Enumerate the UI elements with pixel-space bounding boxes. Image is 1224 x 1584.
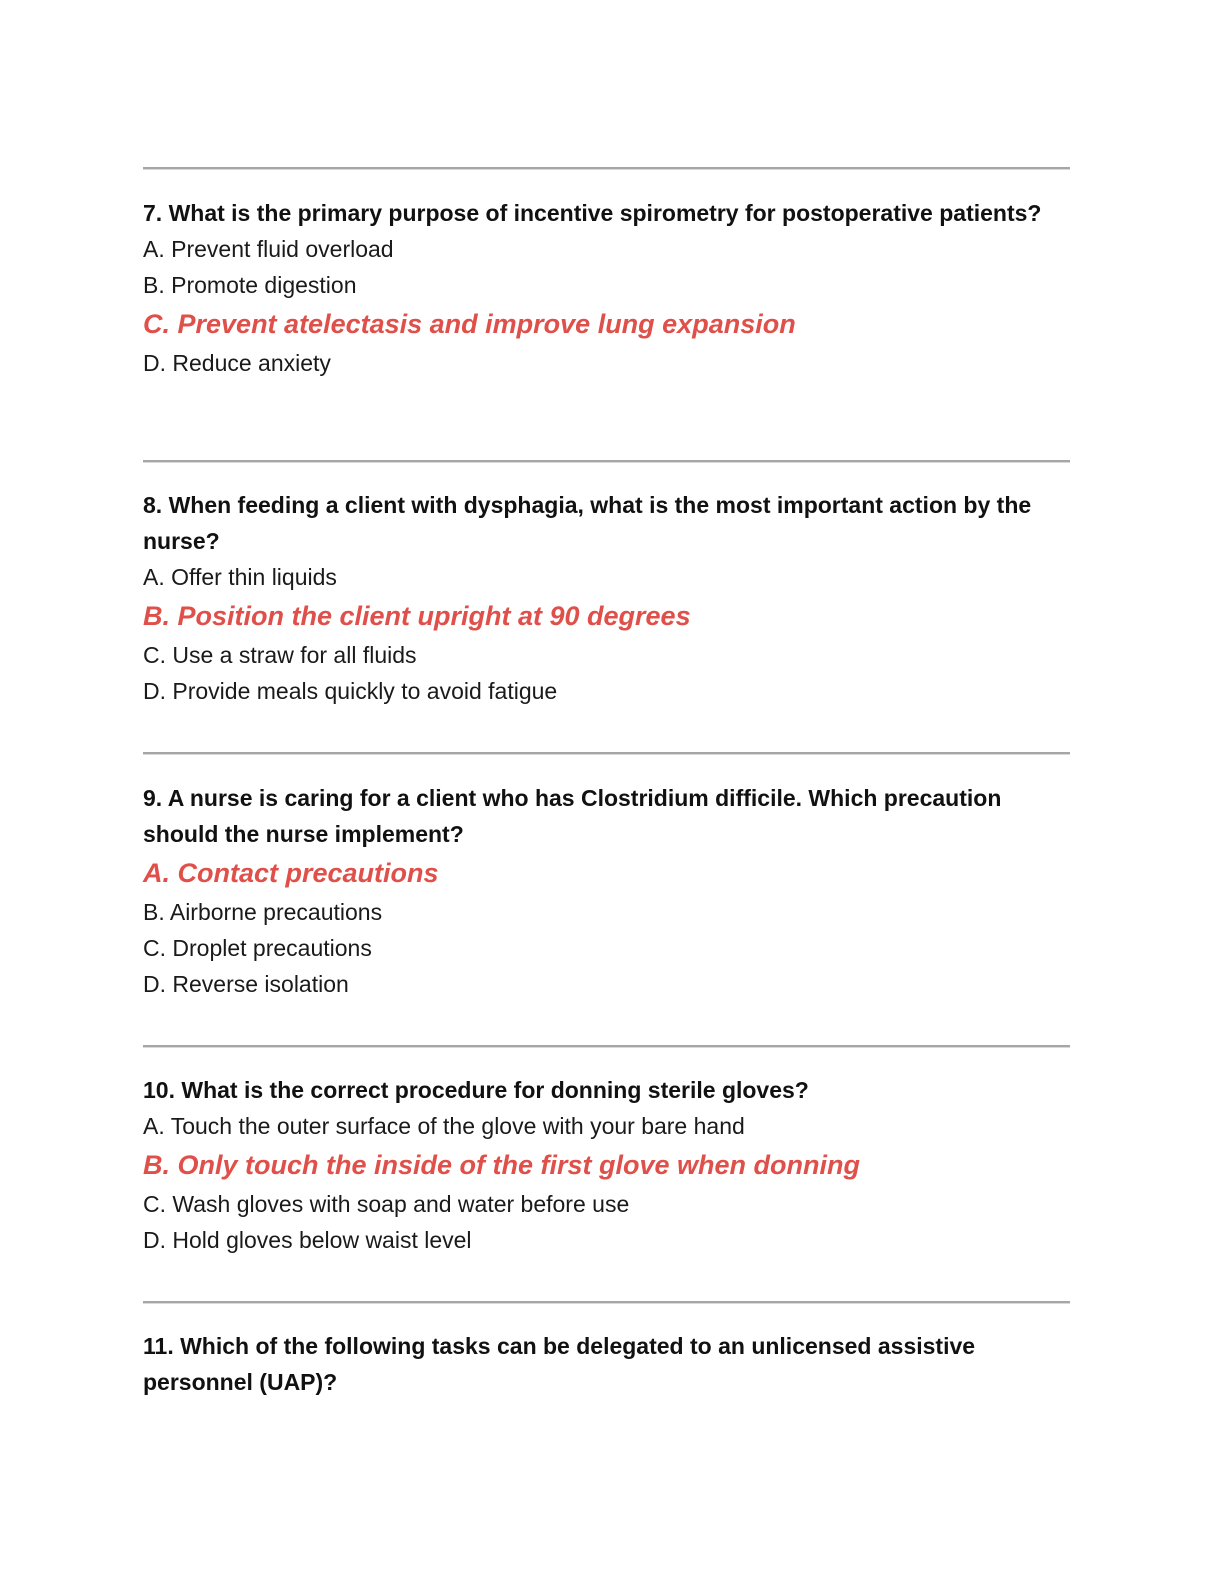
answer-option-d: D. Reduce anxiety bbox=[143, 350, 331, 376]
section-divider bbox=[143, 1301, 1070, 1303]
question-block-8 bbox=[143, 487, 1063, 709]
answer-option-d: D. Provide meals quickly to avoid fatigue bbox=[143, 678, 558, 704]
answer-option-c: C. Droplet precautions bbox=[143, 935, 372, 961]
question-text: 8. When feeding a client with dysphagia, what is the most important action by the nurse? bbox=[143, 492, 1032, 554]
correct-answer-option-b: B. Only touch the inside of the first glove when donning bbox=[143, 1150, 861, 1180]
answer-option-b: B. Airborne precautions bbox=[143, 899, 383, 925]
question-block-7 bbox=[143, 195, 1063, 381]
section-divider bbox=[143, 1045, 1070, 1047]
question-block-10 bbox=[143, 1072, 1063, 1258]
answer-option-a: A. Prevent fluid overload bbox=[143, 236, 394, 262]
correct-answer-option-a: A. Contact precautions bbox=[143, 858, 439, 888]
section-divider bbox=[143, 167, 1070, 169]
answer-option-d: D. Reverse isolation bbox=[143, 971, 349, 997]
answer-option-c: C. Wash gloves with soap and water before use bbox=[143, 1191, 630, 1217]
section-divider bbox=[143, 752, 1070, 754]
answer-option-a: A. Touch the outer surface of the glove with your bare hand bbox=[143, 1113, 745, 1139]
section-divider bbox=[143, 460, 1070, 462]
answer-option-b: B. Promote digestion bbox=[143, 272, 357, 298]
question-block-9 bbox=[143, 780, 1063, 1002]
answer-option-c: C. Use a straw for all fluids bbox=[143, 642, 417, 668]
question-text: 11. Which of the following tasks can be delegated to an unlicensed assistive personnel (UAP)? bbox=[143, 1333, 976, 1395]
question-text: 7. What is the primary purpose of incentive spirometry for postoperative patients? bbox=[143, 200, 1042, 226]
question-block-11 bbox=[143, 1328, 1063, 1400]
question-text: 10. What is the correct procedure for donning sterile gloves? bbox=[143, 1077, 809, 1103]
correct-answer-option-c: C. Prevent atelectasis and improve lung expansion bbox=[143, 309, 796, 339]
answer-option-a: A. Offer thin liquids bbox=[143, 564, 337, 590]
answer-option-d: D. Hold gloves below waist level bbox=[143, 1227, 472, 1253]
question-text: 9. A nurse is caring for a client who has Clostridium difficile. Which precaution should the nurse implement? bbox=[143, 785, 1002, 847]
correct-answer-option-b: B. Position the client upright at 90 degrees bbox=[143, 601, 691, 631]
